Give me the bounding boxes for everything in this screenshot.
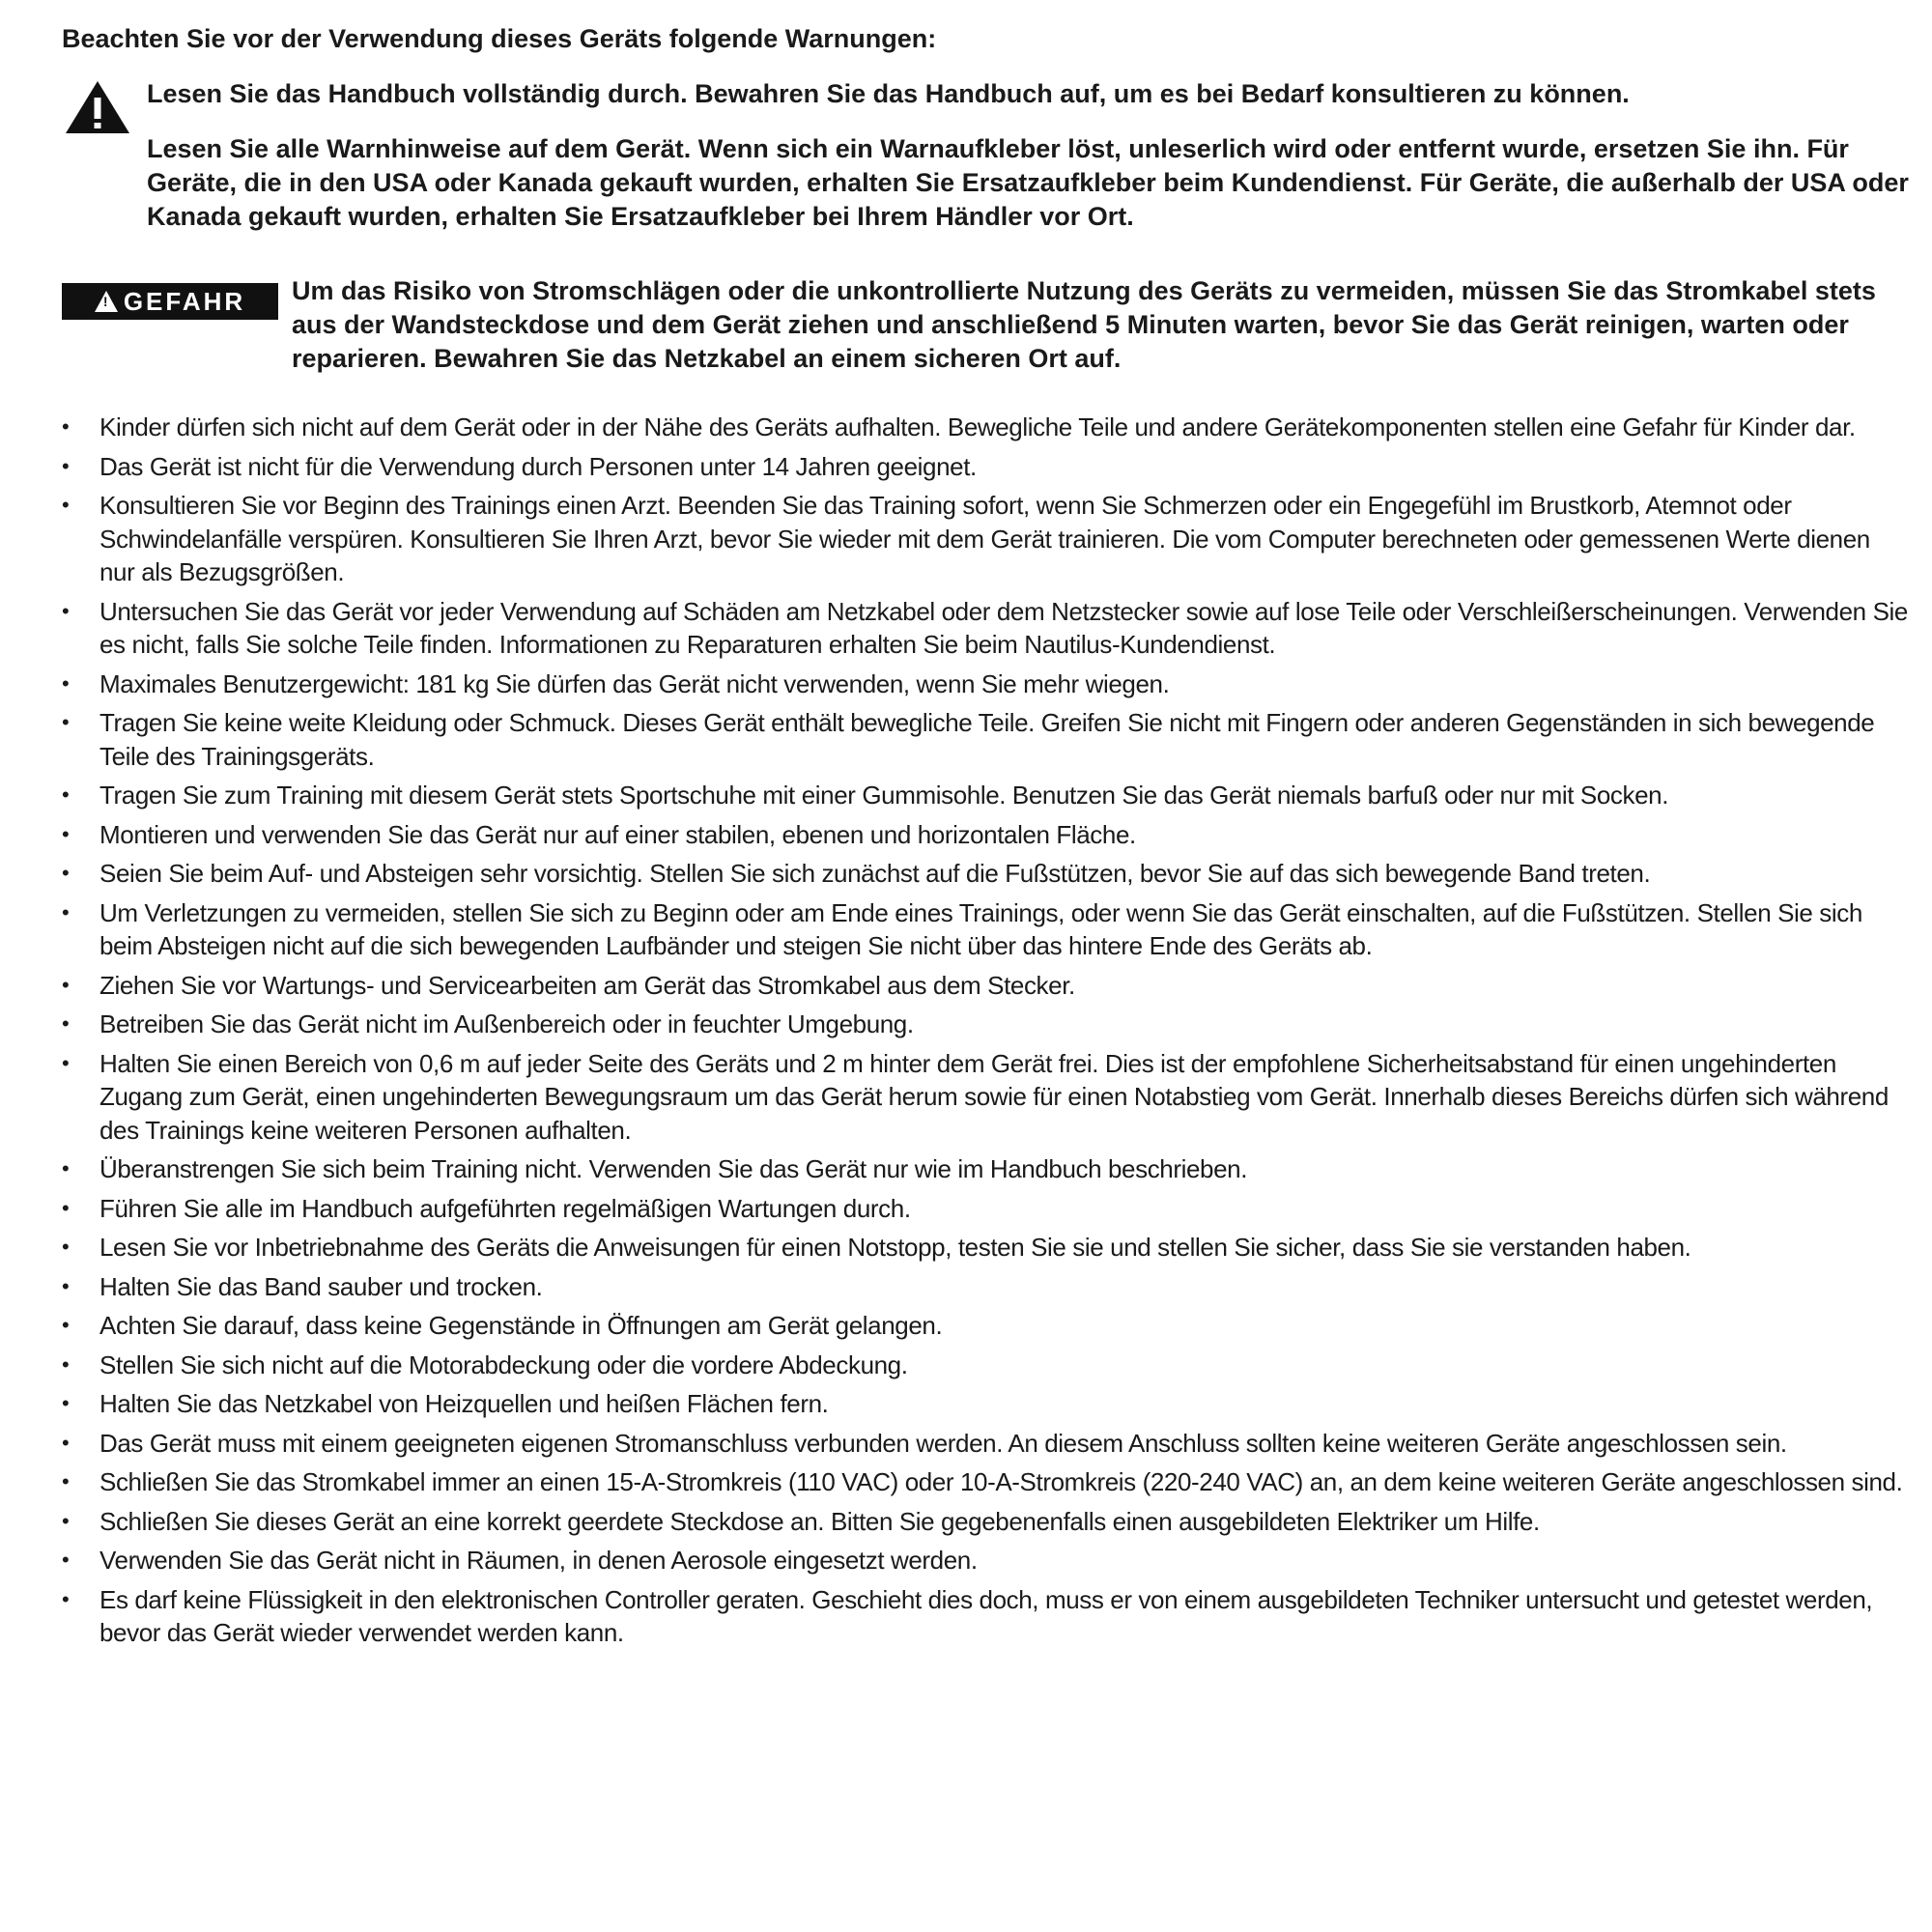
list-item: • Schließen Sie dieses Gerät an eine korrekt geerdete Steckdose an. Bitten Sie gegebenenfalls einen ausgebildeten Elektriker um Hilfe. xyxy=(62,1505,1909,1539)
warning-paragraph: Lesen Sie alle Warnhinweise auf dem Gerät. Wenn sich ein Warnaufkleber löst, unleserlich wird oder entfernt wurde, ersetzen Sie ihn. Für Geräte, die in den USA oder Kanada gekauft wurden, erhalten Sie Ersatzaufkleber beim Kundendienst. Für Geräte, die außerhalb der USA oder Kanada gekauft wurden, erhalten Sie Ersatzaufkleber bei Ihrem Händler vor Ort. xyxy=(147,134,1909,231)
document-page xyxy=(62,21,1909,1656)
list-item: • Es darf keine Flüssigkeit in den elektronischen Controller geraten. Geschieht dies doch, muss er von einem ausgebildeten Techniker untersucht und getestet werden, bevor das Gerät wieder verwendet werden kann. xyxy=(62,1583,1909,1650)
list-item: • Kinder dürfen sich nicht auf dem Gerät oder in der Nähe des Geräts aufhalten. Bewegliche Teile und andere Gerätekomponenten stellen eine Gefahr für Kinder dar. xyxy=(62,411,1909,444)
list-item: • Tragen Sie keine weite Kleidung oder Schmuck. Dieses Gerät enthält bewegliche Teile. Greifen Sie nicht mit Fingern oder anderen Gegenständen in sich bewegende Teile des Trainingsgeräts. xyxy=(62,706,1909,773)
list-item: • Das Gerät ist nicht für die Verwendung durch Personen unter 14 Jahren geeignet. xyxy=(62,450,1909,484)
list-item: • Ziehen Sie vor Wartungs- und Servicearbeiten am Gerät das Stromkabel aus dem Stecker. xyxy=(62,969,1909,1003)
list-item: • Lesen Sie vor Inbetriebnahme des Geräts die Anweisungen für einen Notstopp, testen Sie sie und stellen Sie sicher, dass Sie sie verstanden haben. xyxy=(62,1231,1909,1264)
warning-block xyxy=(62,77,1909,234)
list-item: • Seien Sie beim Auf- und Absteigen sehr vorsichtig. Stellen Sie sich zunächst auf die Fußstützen, bevor Sie auf das sich bewegende Band treten. xyxy=(62,857,1909,891)
list-item: • Tragen Sie zum Training mit diesem Gerät stets Sportschuhe mit einer Gummisohle. Benutzen Sie das Gerät niemals barfuß oder nur mit Socken. xyxy=(62,779,1909,812)
list-item: • Achten Sie darauf, dass keine Gegenstände in Öffnungen am Gerät gelangen. xyxy=(62,1309,1909,1343)
danger-block xyxy=(62,274,1909,376)
list-item: • Betreiben Sie das Gerät nicht im Außenbereich oder in feuchter Umgebung. xyxy=(62,1008,1909,1041)
list-item: • Um Verletzungen zu vermeiden, stellen Sie sich zu Beginn oder am Ende eines Trainings, oder wenn Sie das Gerät einschalten, auf die Fußstützen. Stellen Sie sich beim Absteigen nicht auf die sich bewegenden Laufbänder und steigen Sie nicht über das hintere Ende des Geräts ab. xyxy=(62,896,1909,963)
warning-paragraph: Lesen Sie das Handbuch vollständig durch. Bewahren Sie das Handbuch auf, um es bei Bedarf konsultieren zu können. xyxy=(147,79,1630,108)
danger-triangle-icon xyxy=(95,291,118,312)
list-item: • Führen Sie alle im Handbuch aufgeführten regelmäßigen Wartungen durch. xyxy=(62,1192,1909,1226)
list-item: • Überanstrengen Sie sich beim Training nicht. Verwenden Sie das Gerät nur wie im Handbuch beschrieben. xyxy=(62,1152,1909,1186)
list-item: • Halten Sie das Band sauber und trocken. xyxy=(62,1270,1909,1304)
list-item: • Halten Sie das Netzkabel von Heizquellen und heißen Flächen fern. xyxy=(62,1387,1909,1421)
list-item: • Schließen Sie das Stromkabel immer an einen 15-A-Stromkreis (110 VAC) oder 10-A-Stromkreis (220-240 VAC) an, an dem keine weiteren Geräte angeschlossen sind. xyxy=(62,1465,1909,1499)
list-item: • Stellen Sie sich nicht auf die Motorabdeckung oder die vordere Abdeckung. xyxy=(62,1349,1909,1382)
list-item: • Halten Sie einen Bereich von 0,6 m auf jeder Seite des Geräts und 2 m hinter dem Gerät frei. Dies ist der empfohlene Sicherheitsabstand für einen ungehinderten Zugang zum Gerät, einen ungehinderten Bewegungsraum um das Gerät herum sowie für einen Notabstieg vom Gerät. Innerhalb dieses Bereichs dürfen sich während des Trainings keine weiteren Personen aufhalten. xyxy=(62,1047,1909,1148)
list-item: • Konsultieren Sie vor Beginn des Trainings einen Arzt. Beenden Sie das Training sofort, wenn Sie Schmerzen oder ein Engegefühl im Brustkorb, Atemnot oder Schwindelanfälle verspüren. Konsultieren Sie Ihren Arzt, bevor Sie wieder mit dem Gerät trainieren. Die vom Computer berechneten oder gemessenen Werte dienen nur als Bezugsgrößen. xyxy=(62,489,1909,589)
safety-list xyxy=(62,411,1909,1650)
page-heading: Beachten Sie vor der Verwendung dieses Geräts folgende Warnungen: xyxy=(62,24,937,53)
list-item: • Montieren und verwenden Sie das Gerät nur auf einer stabilen, ebenen und horizontalen Fläche. xyxy=(62,818,1909,852)
danger-text: Um das Risiko von Stromschlägen oder die unkontrollierte Nutzung des Geräts zu vermeiden, müssen Sie das Stromkabel stets aus der Wandsteckdose und dem Gerät ziehen und anschließend 5 Minuten warten, bevor Sie das Gerät reinigen, warten oder reparieren. Bewahren Sie das Netzkabel an einem sicheren Ort auf. xyxy=(292,276,1876,373)
list-item: • Maximales Benutzergewicht: 181 kg Sie dürfen das Gerät nicht verwenden, wenn Sie mehr wiegen. xyxy=(62,668,1909,701)
danger-badge xyxy=(62,283,278,320)
list-item: • Verwenden Sie das Gerät nicht in Räumen, in denen Aerosole eingesetzt werden. xyxy=(62,1544,1909,1577)
list-item: • Untersuchen Sie das Gerät vor jeder Verwendung auf Schäden am Netzkabel oder dem Netzstecker sowie auf lose Teile oder Verschleißerscheinungen. Verwenden Sie es nicht, falls Sie solche Teile finden. Informationen zu Reparaturen erhalten Sie beim Nautilus-Kundendienst. xyxy=(62,595,1909,662)
warning-triangle-icon xyxy=(64,79,131,135)
danger-badge-label: GEFAHR xyxy=(123,286,246,316)
list-item: • Das Gerät muss mit einem geeigneten eigenen Stromanschluss verbunden werden. An diesem Anschluss sollten keine weiteren Geräte angeschlossen sein. xyxy=(62,1427,1909,1461)
